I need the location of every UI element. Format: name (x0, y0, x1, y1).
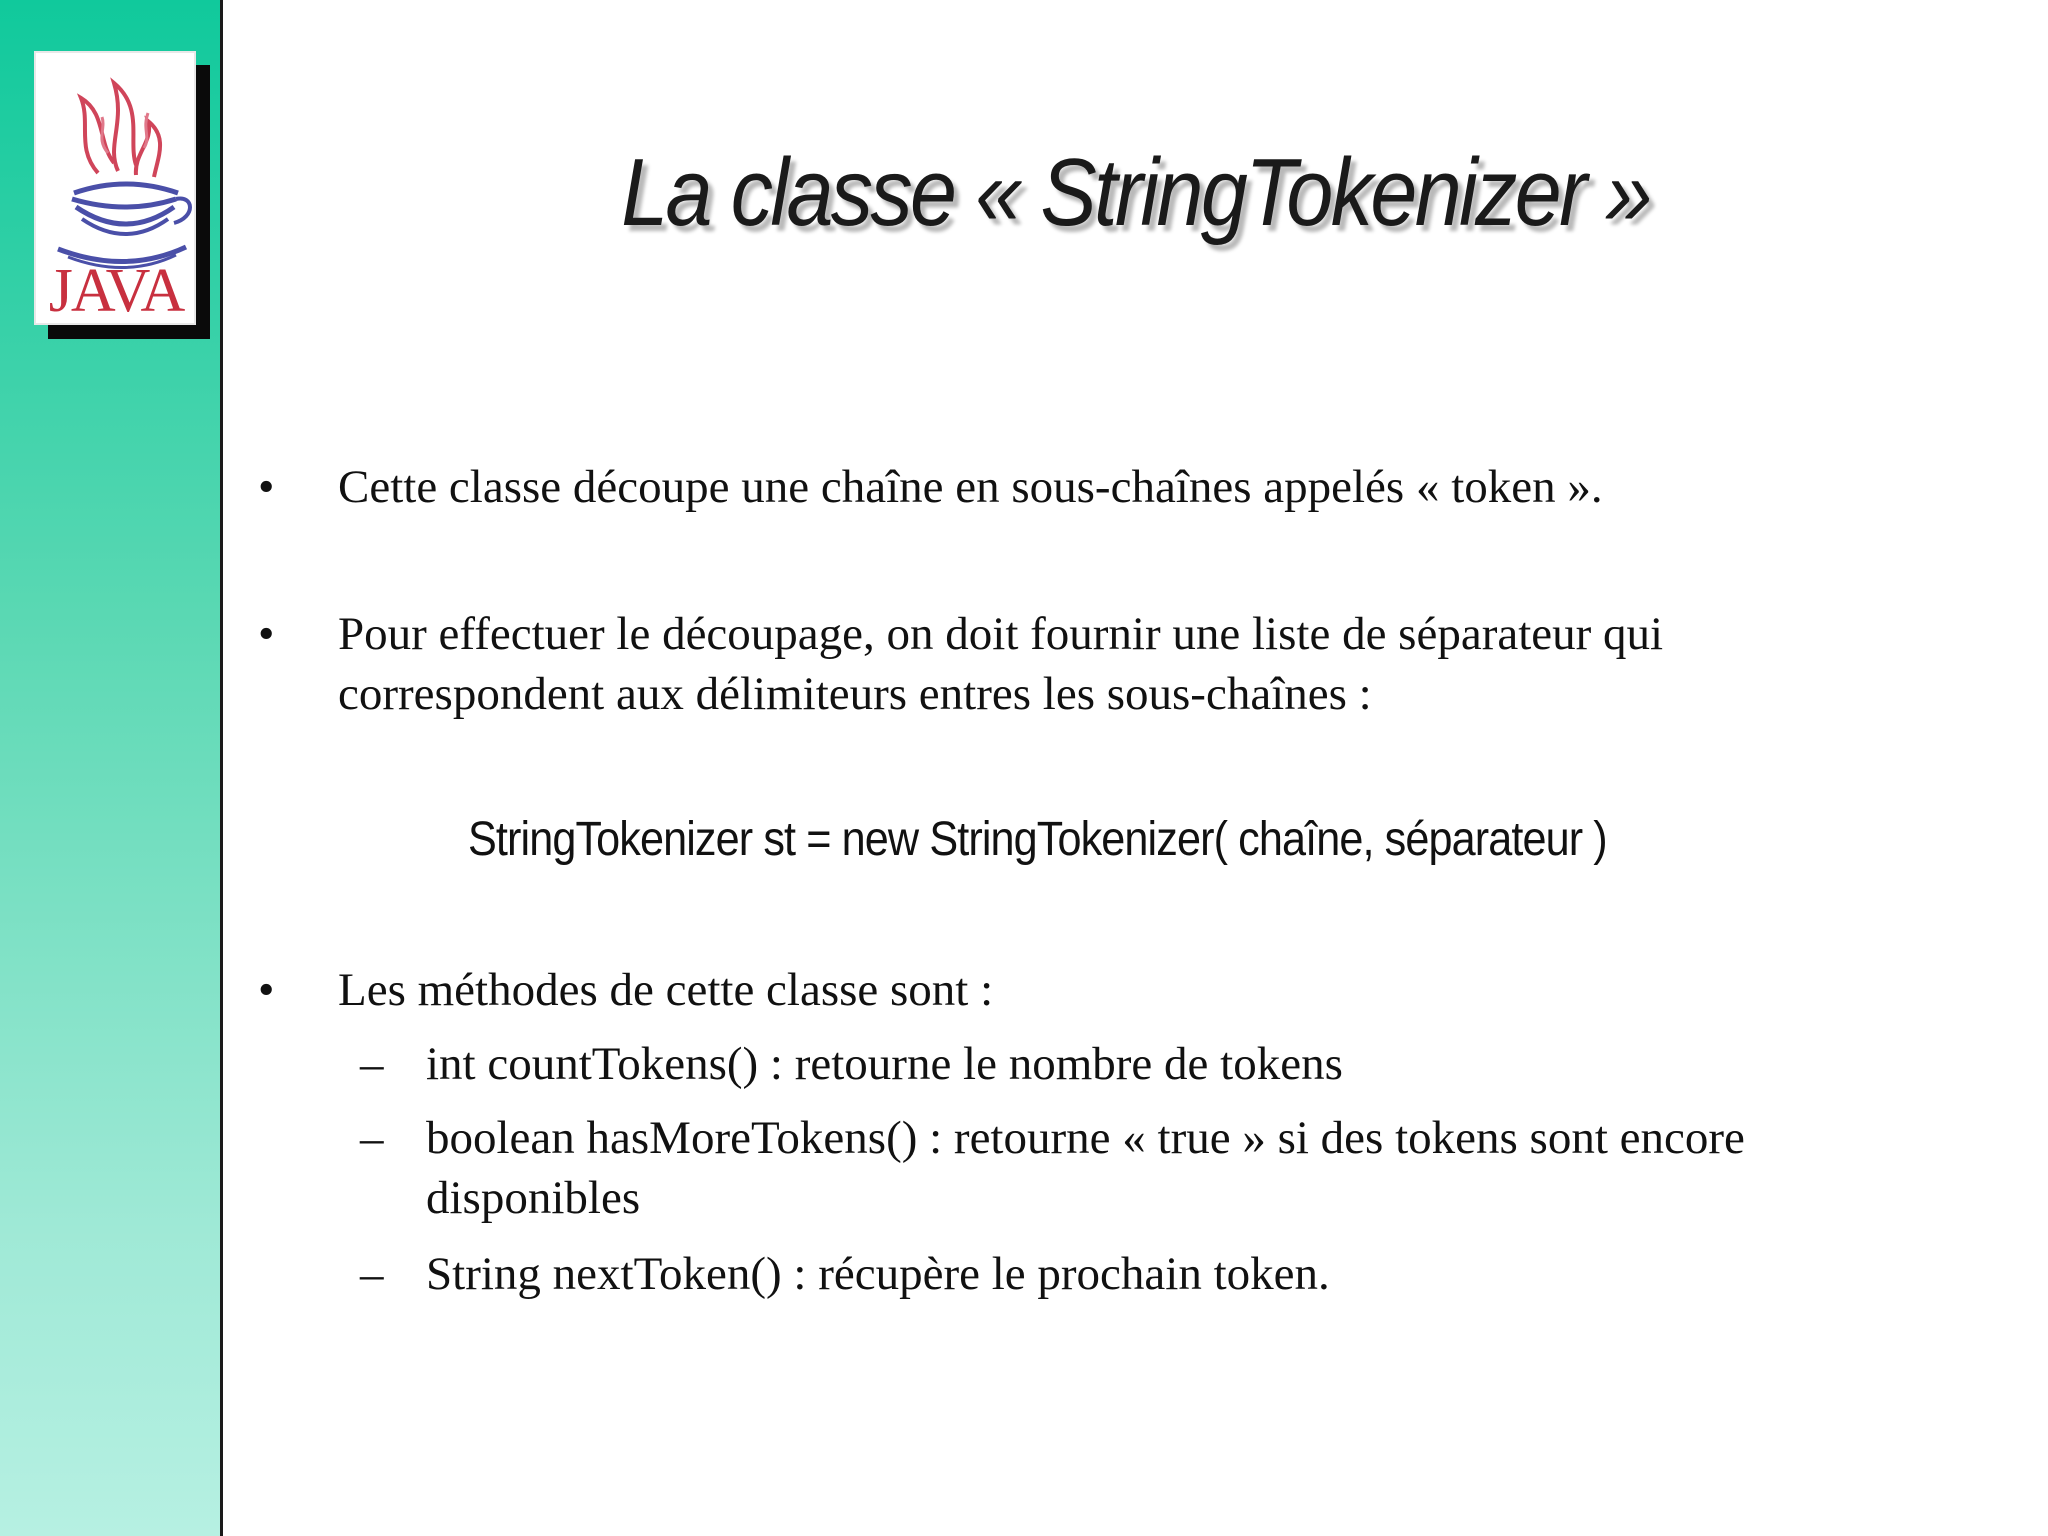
bullet-item (258, 457, 1978, 517)
java-coffee-cup-icon (36, 53, 198, 327)
method-text: String nextToken() : récupère le prochain token. (426, 1248, 1330, 1300)
bullet-mark: • (258, 608, 275, 660)
sidebar-gradient (0, 0, 223, 1536)
bullet-text-line: Pour effectuer le découpage, on doit fournir une liste de séparateur qui (338, 608, 1664, 660)
java-logo (34, 51, 196, 325)
dash-mark: – (360, 1038, 384, 1090)
dash-mark: – (360, 1248, 384, 1300)
dash-mark: – (360, 1112, 384, 1164)
bullet-item (258, 960, 1978, 1020)
method-text: int countTokens() : retourne le nombre de tokens (426, 1038, 1343, 1090)
bullet-text: Les méthodes de cette classe sont : (338, 964, 994, 1016)
code-example: StringTokenizer st = new StringTokenizer( chaîne, séparateur ) (468, 813, 1607, 866)
logo-card (34, 51, 196, 325)
bullet-text-line: correspondent aux délimiteurs entres les sous-chaînes : (338, 668, 1372, 720)
method-item (360, 1244, 2020, 1304)
logo-label: JAVA (48, 257, 184, 325)
method-text-line: boolean hasMoreTokens() : retourne « true » si des tokens sont encore (426, 1112, 1745, 1164)
bullet-mark: • (258, 461, 275, 513)
method-text-line: disponibles (426, 1172, 641, 1224)
method-item (360, 1108, 2020, 1230)
slide-title: La classe « StringTokenizer » (621, 139, 1650, 246)
bullet-mark: • (258, 964, 275, 1016)
bullet-text: Cette classe découpe une chaîne en sous-chaînes appelés « token ». (338, 461, 1603, 513)
bullet-item (258, 604, 1978, 726)
method-item (360, 1034, 2020, 1094)
